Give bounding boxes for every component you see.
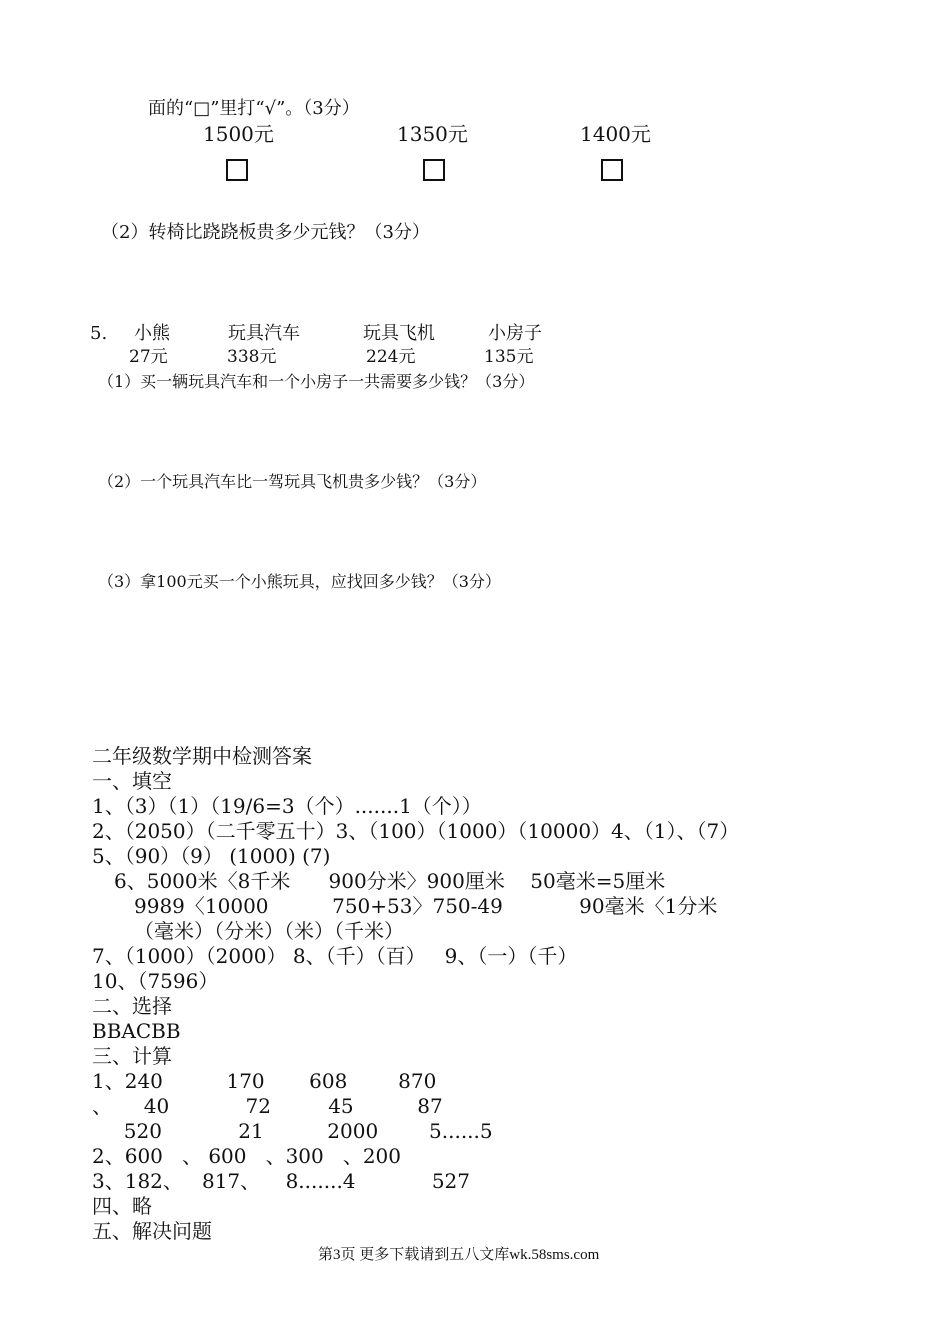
q5-sub2: （2）一个玩具汽车比一驾玩具飞机贵多少钱？（3分） <box>98 472 487 491</box>
q4-option-3-checkbox[interactable] <box>601 159 623 181</box>
answers-line-9: 10、（7596） <box>92 969 219 993</box>
answers-line-16: 2、600 、 600 、300 、200 <box>92 1144 401 1168</box>
q5-item-car-price: 338元 <box>227 347 277 367</box>
q4-option-3-price: 1400元 <box>580 122 651 146</box>
q5-item-bear-price: 27元 <box>129 347 168 367</box>
answers-line-8: 7、（1000）（2000） 8、（千）（百） 9、（一）（千） <box>92 944 578 968</box>
answers-line-2: 1、（3）（1）（19/6=3（个）.......1（个）） <box>92 794 482 818</box>
q5-item-house-price: 135元 <box>484 347 534 367</box>
answers-line-12: 三、计算 <box>92 1044 172 1068</box>
answers-line-18: 四、略 <box>92 1194 152 1218</box>
answers-line-13: 1、240 170 608 870 <box>92 1069 437 1093</box>
q5-sub1: （1）买一辆玩具汽车和一个小房子一共需要多少钱？（3分） <box>98 372 535 391</box>
q5-item-plane-name: 玩具飞机 <box>363 323 435 344</box>
answers-line-19: 五、解决问题 <box>92 1219 212 1243</box>
q5-sub3: （3）拿100元买一个小熊玩具，应找回多少钱？（3分） <box>98 572 501 591</box>
q5-item-plane-price: 224元 <box>366 347 416 367</box>
answers-line-7: （毫米）（分米）（米）（千米） <box>134 919 404 943</box>
q5-item-car-name: 玩具汽车 <box>228 323 300 344</box>
q4-option-2-price: 1350元 <box>397 122 468 146</box>
answers-line-17: 3、182、 817、 8.......4 527 <box>92 1169 470 1193</box>
answers-line-11: BBACBB <box>92 1019 181 1043</box>
answers-line-15: 520 21 2000 5......5 <box>92 1119 493 1143</box>
q4-instruction: 面的“□”里打“√”。（3分） <box>148 98 360 119</box>
answers-line-6: 9989〈10000 750+53〉750-49 90毫米〈1分米 <box>134 894 718 918</box>
q4-option-1-price: 1500元 <box>203 122 274 146</box>
q5-item-bear-name: 小熊 <box>134 323 170 344</box>
answers-line-10: 二、选择 <box>92 994 172 1018</box>
q4-option-1-checkbox[interactable] <box>226 159 248 181</box>
page-footer: 第3页 更多下载请到五八文库wk.58sms.com <box>318 1247 600 1263</box>
q4-option-2-checkbox[interactable] <box>423 159 445 181</box>
answers-line-3: 2、（2050）（二千零五十）3、（100）（1000）（10000）4、（1）、（7） <box>92 819 740 843</box>
answers-line-1: 一、填空 <box>92 769 172 793</box>
answers-title: 二年级数学期中检测答案 <box>92 744 312 768</box>
answers-line-5: 6、5000米〈8千米 900分米〉900厘米 50毫米=5厘米 <box>114 869 666 893</box>
answers-line-4: 5、（90）（9） (1000) (7) <box>92 844 331 868</box>
q5-item-house-name: 小房子 <box>488 323 542 344</box>
q5-number: 5. <box>90 323 108 344</box>
answers-line-14: 、 40 72 45 87 <box>92 1094 443 1118</box>
q4-sub2: （2）转椅比跷跷板贵多少元钱？（3分） <box>101 222 430 243</box>
